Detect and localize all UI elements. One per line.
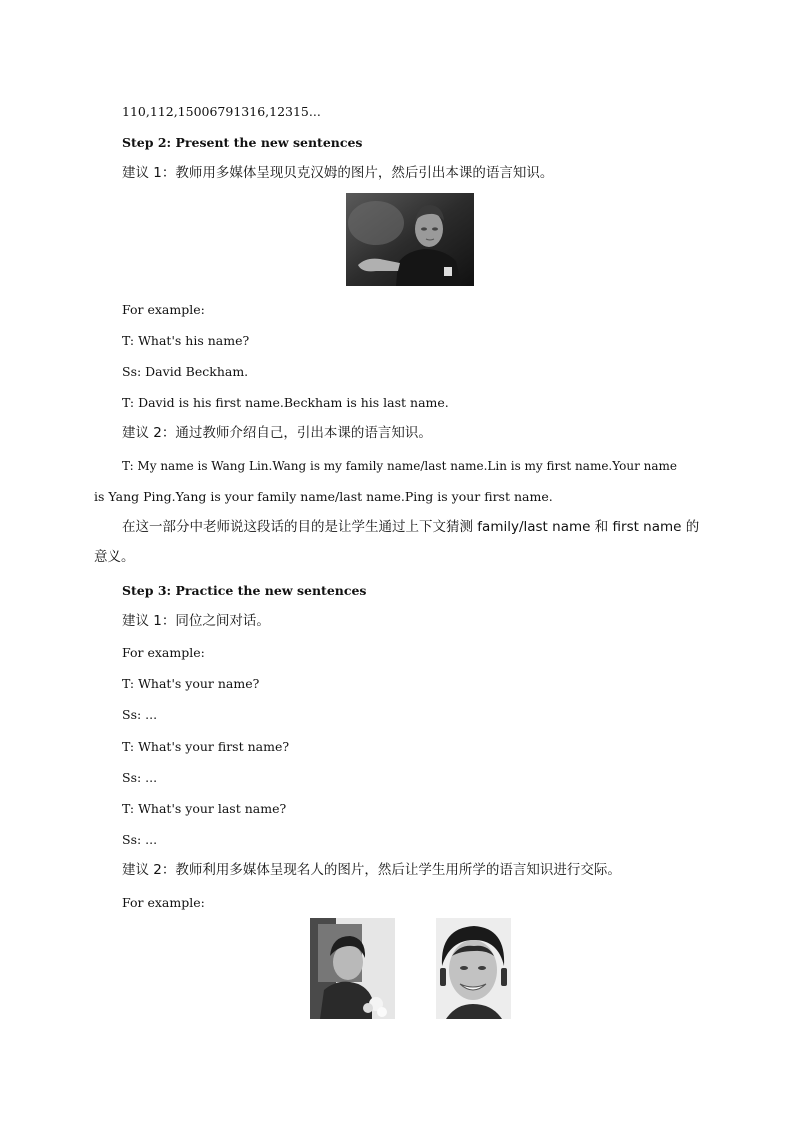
dialog-line: T: What's your name? xyxy=(122,676,260,691)
step3-heading: Step 3: Practice the new sentences xyxy=(122,583,367,598)
dialog-line: Ss: ... xyxy=(122,707,158,722)
dialog-line: T: What's your first name? xyxy=(122,739,290,754)
practice-suggestion2-text: 建议 2：教师利用多媒体呈现名人的图片，然后让学生用所学的语言知识进行交际。 xyxy=(122,862,621,878)
for-example-label: For example: xyxy=(122,302,205,317)
dialog-line: T: What's your last name? xyxy=(122,801,287,816)
purpose-paragraph-line1: 在这一部分中老师说这段话的目的是让学生通过上下文猜测 family/last name 和 first name 的 xyxy=(122,519,700,535)
intro-paragraph-line1: T: My name is Wang Lin.Wang is my family name/last name.Lin is my first name.Your name xyxy=(122,459,677,473)
suggestion1-text: 建议 1：教师用多媒体呈现贝克汉姆的图片，然后引出本课的语言知识。 xyxy=(122,165,554,181)
dialog-line: Ss: ... xyxy=(122,832,158,847)
practice-suggestion1-text: 建议 1：同位之间对话。 xyxy=(122,613,270,629)
purpose-paragraph-line2: 意义。 xyxy=(94,549,135,565)
for-example-label: For example: xyxy=(122,895,205,910)
dialog-line: Ss: ... xyxy=(122,770,158,785)
dialog-line: Ss: David Beckham. xyxy=(122,364,249,379)
suggestion2-text: 建议 2：通过教师介绍自己，引出本课的语言知识。 xyxy=(122,425,432,441)
step2-heading: Step 2: Present the new sentences xyxy=(122,135,363,150)
celebrity-photo-right xyxy=(436,918,511,1019)
numbers-line: 110,112,15006791316,12315... xyxy=(122,104,321,119)
for-example-label: For example: xyxy=(122,645,205,660)
intro-paragraph-line2: is Yang Ping.Yang is your family name/last name.Ping is your first name. xyxy=(94,489,553,504)
celebrity-photo-left xyxy=(310,918,395,1019)
dialog-line: T: David is his first name.Beckham is his last name. xyxy=(122,395,449,410)
beckham-photo xyxy=(346,193,474,286)
dialog-line: T: What's his name? xyxy=(122,333,250,348)
